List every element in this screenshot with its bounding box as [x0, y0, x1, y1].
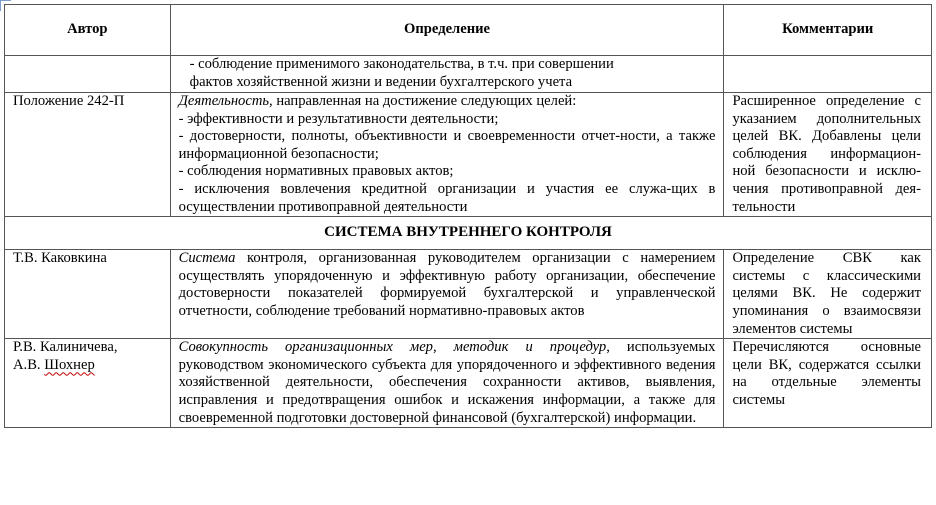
- table-row-242p: [5, 93, 932, 217]
- cell-definition: [170, 93, 724, 217]
- cell-comment: Перечисляются основные цели ВК, содержатся ссылки на отдельные элементы системы: [724, 339, 932, 428]
- definition-term: Деятельность: [178, 93, 270, 109]
- definition-text: , направленная на достижение следующих целей:: [269, 93, 577, 109]
- table-row-kalinicheva: [5, 339, 932, 428]
- cell-comment: Определение СВК как системы с классическими целями ВК. Не содержит упоминания о взаимосвязи элементов системы: [724, 250, 932, 339]
- table-row-continuation: [5, 56, 932, 93]
- header-definition: Определение: [170, 5, 724, 56]
- author-line: [13, 357, 162, 375]
- cell-definition: [170, 339, 724, 428]
- goal-item: - соблюдения нормативных правовых актов;: [178, 163, 454, 180]
- goal-item: - исключения вовлечения кредитной организации и участия ее служа-щих в осуществлении противоправной деятельности: [178, 180, 716, 215]
- definition-term: Система: [178, 250, 236, 267]
- definition-text: , используемых руководством экономического субъекта для упорядоченного и эффективного ведения хозяйственной деятельности, обеспечения сохранности активов, выявления, исправления и предотвращения ошибок и искажения информации, а также для своевременной подготовки достоверной финансовой (бухгалтерской) информации.: [178, 339, 716, 426]
- cell-author: Т.В. Каковкина: [5, 250, 171, 339]
- table-row-kakovkina: [5, 250, 932, 339]
- header-comments: Комментарии: [724, 5, 932, 56]
- goal-item: - эффективности и результативности деятельности;: [178, 110, 499, 127]
- header-author: Автор: [5, 5, 171, 56]
- goal-item: - достоверности, полноты, объективности и своевременности отчет-ности, а также информационной безопасности;: [178, 128, 716, 162]
- continuation-line: фактов хозяйственной жизни и ведении бухгалтерского учета: [189, 73, 573, 90]
- author-initials: А.В.: [13, 356, 45, 373]
- definition-term: Совокупность организационных мер, методик и процедур: [178, 339, 607, 356]
- definition-text: контроля, организованная руководителем организации с намерением осуществлять упорядоченную и эффективную работу организации, обеспечение достоверности показателей формируемой бухгалтерской и управленческой отчетности, соблюдение требований нормативно-правовых актов: [178, 250, 716, 319]
- cell-author-empty: [5, 56, 171, 93]
- section-title: СИСТЕМА ВНУТРЕННЕГО КОНТРОЛЯ: [5, 217, 932, 250]
- section-header-row: [5, 217, 932, 250]
- cell-definition-continuation: [170, 56, 724, 93]
- author-name-spellcheck: Шохнер: [44, 356, 95, 373]
- definitions-table: [4, 4, 932, 428]
- table-header-row: [5, 5, 932, 56]
- cell-comment-empty: [724, 56, 932, 93]
- continuation-line: - соблюдение применимого законодательства, в т.ч. при совершении: [189, 56, 614, 72]
- cell-author: Положение 242-П: [5, 93, 171, 217]
- cell-definition: [170, 250, 724, 339]
- cell-comment: Расширенное определение с указанием дополнительных целей ВК. Добавлены цели соблюдения информацион-ной безопасности и исклю-чения противоправной дея-тельности: [724, 93, 932, 217]
- cell-author: [5, 339, 171, 428]
- author-line: Р.В. Калиничева,: [13, 339, 118, 356]
